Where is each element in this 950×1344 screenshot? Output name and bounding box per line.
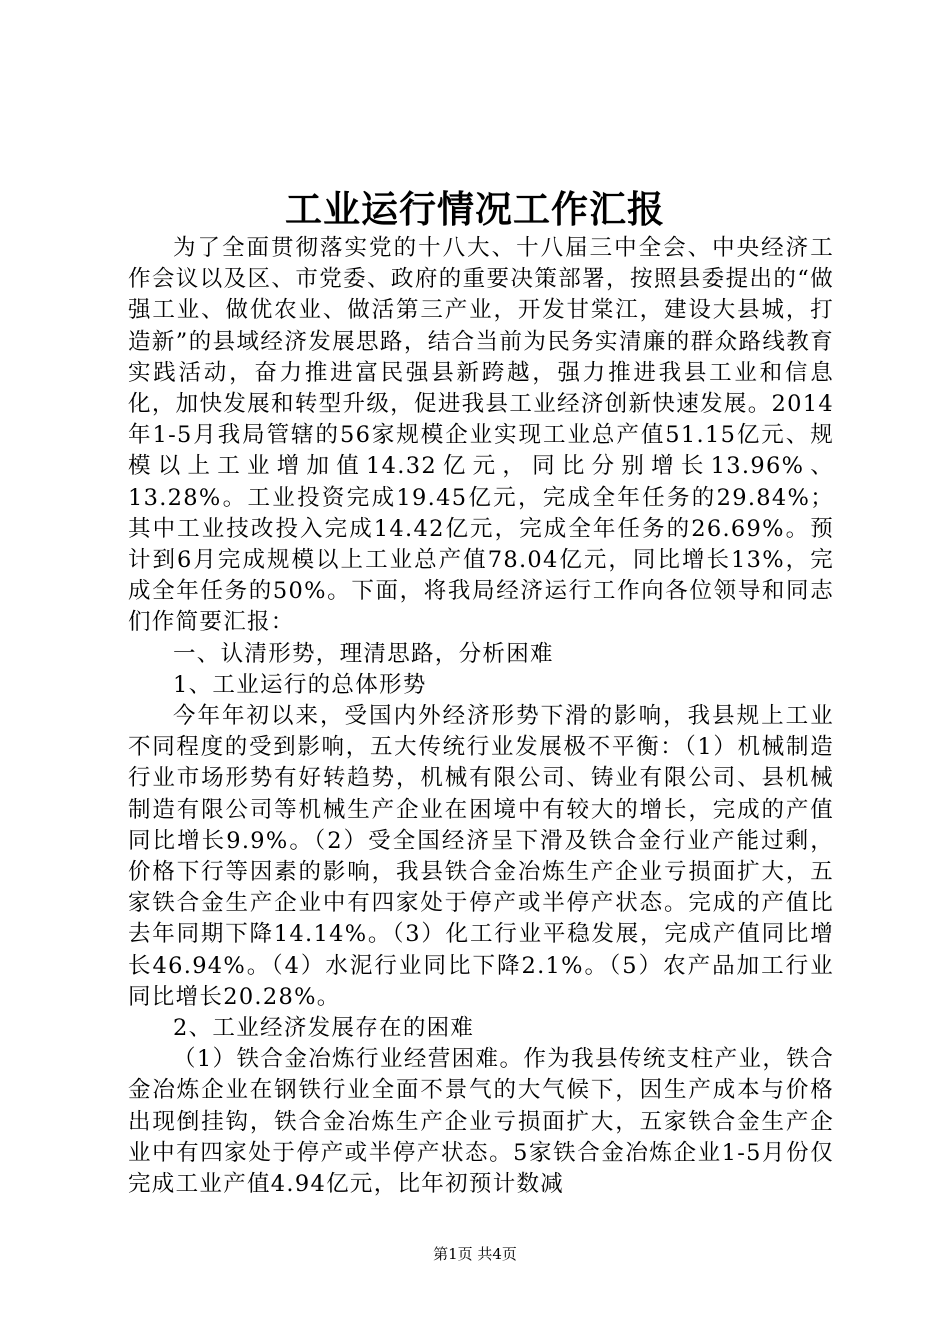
- subsection-heading: 2、工业经济发展存在的困难: [173, 1015, 475, 1042]
- paragraph-overall-situation: 今年年初以来，受国内外经济形势下滑的影响，我县规上工业不同程度的受到影响，五大传统行业发展极不平衡：（1）机械制造行业市场形势有好转趋势，机械有限公司、铸业有限公司、县机械制造有限公司等机械生产企业在困境中有较大的增长，完成的产值同比增长9.9%。（2）受全国经济呈下滑及铁合金行业产能过剩，价格下行等因素的影响，我县铁合金冶炼生产企业亏损面扩大，五家铁合金生产企业中有四家处于停产或半停产状态。完成的产值比去年同期下降14.14%。（3）化工行业平稳发展，完成产值同比增长46.94%。（4）水泥行业同比下降2.1%。（5）农产品加工行业同比增长20.28%。: [128, 703, 834, 1010]
- document-title: 工业运行情况工作汇报: [285, 187, 665, 231]
- page-footer: 第1页 共4页: [433, 1245, 517, 1263]
- section-heading: 一、认清形势，理清思路，分析困难: [173, 640, 554, 667]
- paragraph-intro: 为了全面贯彻落实党的十八大、十八届三中全会、中央经济工作会议以及区、市党委、政府的重要决策部署，按照县委提出的“做强工业、做优农业、做活第三产业，开发甘棠江，建设大县城，打造新”的县域经济发展思路，结合当前为民务实清廉的群众路线教育实践活动，奋力推进富民强县新跨越，强力推进我县工业和信息化，加快发展和转型升级，促进我县工业经济创新快速发展。2014年1-5月我局管辖的56家规模企业实现工业总产值51.15亿元、规模以上工业增加值14.32亿元，同比分别增长13.96%、13.28%。工业投资完成19.45亿元，完成全年任务的29.84%；其中工业技改投入完成14.42亿元，完成全年任务的26.69%。预计到6月完成规模以上工业总产值78.04亿元，同比增长13%，完成全年任务的50%。下面，将我局经济运行工作向各位领导和同志们作简要汇报：: [128, 235, 834, 636]
- subsection-heading: 1、工业运行的总体形势: [173, 671, 427, 698]
- document-body: [128, 233, 834, 1200]
- paragraph-difficulties: （1）铁合金冶炼行业经营困难。作为我县传统支柱产业，铁合金冶炼企业在钢铁行业全面不景气的大气候下，因生产成本与价格出现倒挂钩，铁合金冶炼生产企业亏损面扩大，五家铁合金生产企业中有四家处于停产或半停产状态。5家铁合金冶炼企业1-5月份仅完成工业产值4.94亿元，比年初预计数减: [128, 1046, 834, 1198]
